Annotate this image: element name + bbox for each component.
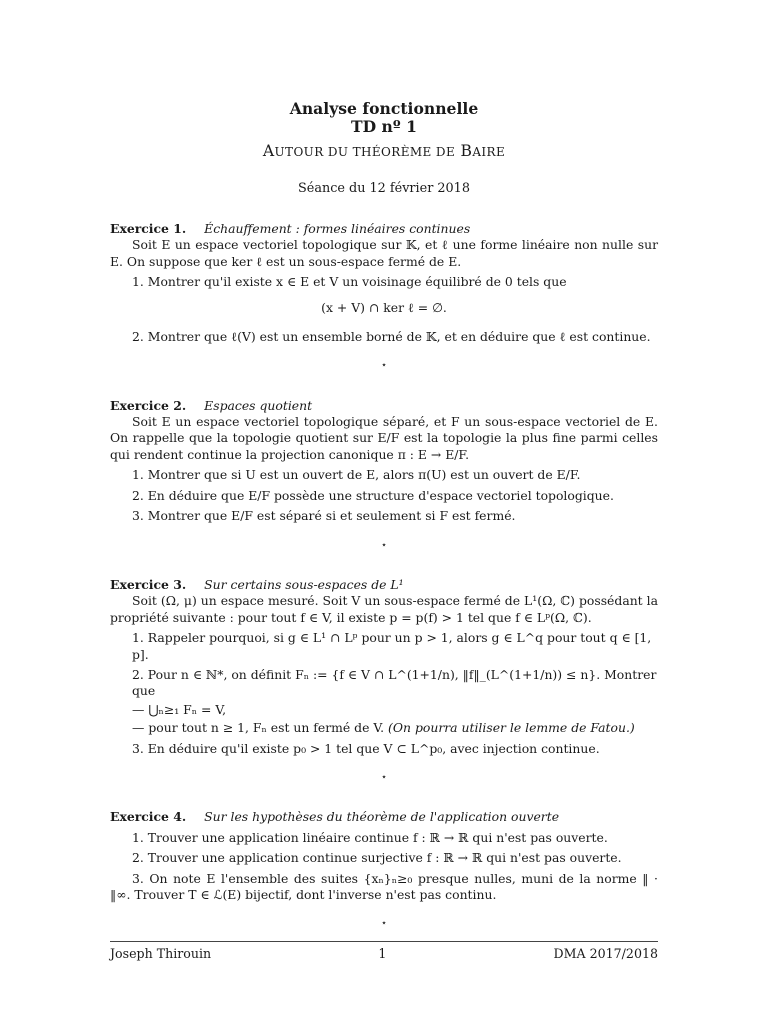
exercise-3-q2b-hint: (On pourra utiliser le lemme de Fatou.) [388, 720, 635, 736]
exercise-3-q2b [110, 720, 658, 736]
exercise-2-title: Espaces quotient [204, 397, 313, 413]
exercise-4-label: Exercice 4. [110, 809, 187, 825]
exercise-2-q3: 3. Montrer que E/F est séparé si et seulement si F est fermé. [132, 508, 516, 524]
footer-author: Joseph Thirouin [110, 946, 212, 961]
separator-star: ⋆ [380, 918, 388, 930]
page-footer [110, 941, 658, 961]
course-title: Analyse fonctionnelle [289, 99, 479, 118]
exercise-4-q3: 3. On note E l'ensemble des suites {xₙ}ₙ≥₀ presque nulles, muni de la norme ‖ · ‖∞. Trouver T ∈ ℒ(E) bijectif, dont l'inverse n'est pas continu. [110, 870, 658, 902]
exercise-3-title: Sur certains sous-espaces de L¹ [204, 576, 404, 592]
exercise-1-header [110, 221, 658, 237]
exercise-1-label: Exercice 1. [110, 220, 187, 236]
td-subtitle: AUTOUR DU THÉORÈME DE BAIRE [262, 142, 506, 160]
separator-star: ⋆ [380, 771, 388, 783]
exercise-3-q1: 1. Rappeler pourquoi, si g ∈ L¹ ∩ Lᵖ pour un p > 1, alors g ∈ L^q pour tout q ∈ [1, p]. [132, 630, 652, 662]
exercise-3-intro: Soit (Ω, μ) un espace mesuré. Soit V un sous-espace fermé de L¹(Ω, ℂ) possédant la propriété suivante : pour tout f ∈ V, il existe p = p(f) > 1 tel que f ∈ Lᵖ(Ω, ℂ). [110, 593, 658, 625]
exercise-3-q2: 2. Pour n ∈ ℕ*, on définit Fₙ := {f ∈ V ∩ L^(1+1/n), ‖f‖_(L^(1+1/n)) ≤ n}. Montrer que [132, 666, 657, 699]
exercise-2-q2: 2. En déduire que E/F possède une structure d'espace vectoriel topologique. [132, 487, 614, 503]
exercise-2-label: Exercice 2. [110, 397, 187, 413]
document-body [110, 100, 658, 933]
exercise-2-q1: 1. Montrer que si U est un ouvert de E, alors π(U) est un ouvert de E/F. [132, 467, 581, 483]
exercise-2-header [110, 398, 658, 414]
exercise-3-q2b-text: — pour tout n ≥ 1, Fₙ est un fermé de V. [132, 720, 385, 736]
exercise-3-q2a: — ⋃ₙ≥₁ Fₙ = V, [132, 701, 227, 717]
exercise-1-q2: 2. Montrer que ℓ(V) est un ensemble borné de 𝕂, et en déduire que ℓ est continue. [132, 328, 651, 344]
exercise-4-title: Sur les hypothèses du théorème de l'application ouverte [204, 809, 560, 825]
exercise-1-title: Échauffement : formes linéaires continues [204, 220, 471, 236]
exercise-2-intro: Soit E un espace vectoriel topologique séparé, et F un sous-espace vectoriel de E. On rappelle que la topologie quotient sur E/F est la topologie la plus fine parmi celles qui rendent continue la projection canonique π : E → E/F. [110, 414, 658, 462]
session-date: Séance du 12 février 2018 [298, 181, 470, 197]
exercise-3-label: Exercice 3. [110, 576, 187, 592]
separator-star: ⋆ [380, 539, 388, 551]
exercise-1-intro: Soit E un espace vectoriel topologique sur 𝕂, et ℓ une forme linéaire non nulle sur E. On suppose que ker ℓ est un sous-espace fermé de E. [110, 237, 658, 269]
exercise-3-header [110, 577, 658, 593]
exercise-4-q2: 2. Trouver une application continue surjective f : ℝ → ℝ qui n'est pas ouverte. [132, 850, 622, 866]
exercise-1-q1: 1. Montrer qu'il existe x ∈ E et V un voisinage équilibré de 0 tels que [132, 274, 567, 290]
td-number: TD nº 1 [351, 117, 417, 136]
separator-star: ⋆ [380, 360, 388, 372]
footer-course: DMA 2017/2018 [553, 946, 658, 961]
exercise-4-q1: 1. Trouver une application linéaire continue f : ℝ → ℝ qui n'est pas ouverte. [132, 829, 608, 845]
exercise-3-q3: 3. En déduire qu'il existe p₀ > 1 tel que V ⊂ L^p₀, avec injection continue. [132, 740, 600, 756]
exercise-1-formula: (x + V) ∩ ker ℓ = ∅. [321, 300, 447, 316]
footer-page-number: 1 [378, 946, 387, 961]
exercise-4-header [110, 809, 658, 825]
